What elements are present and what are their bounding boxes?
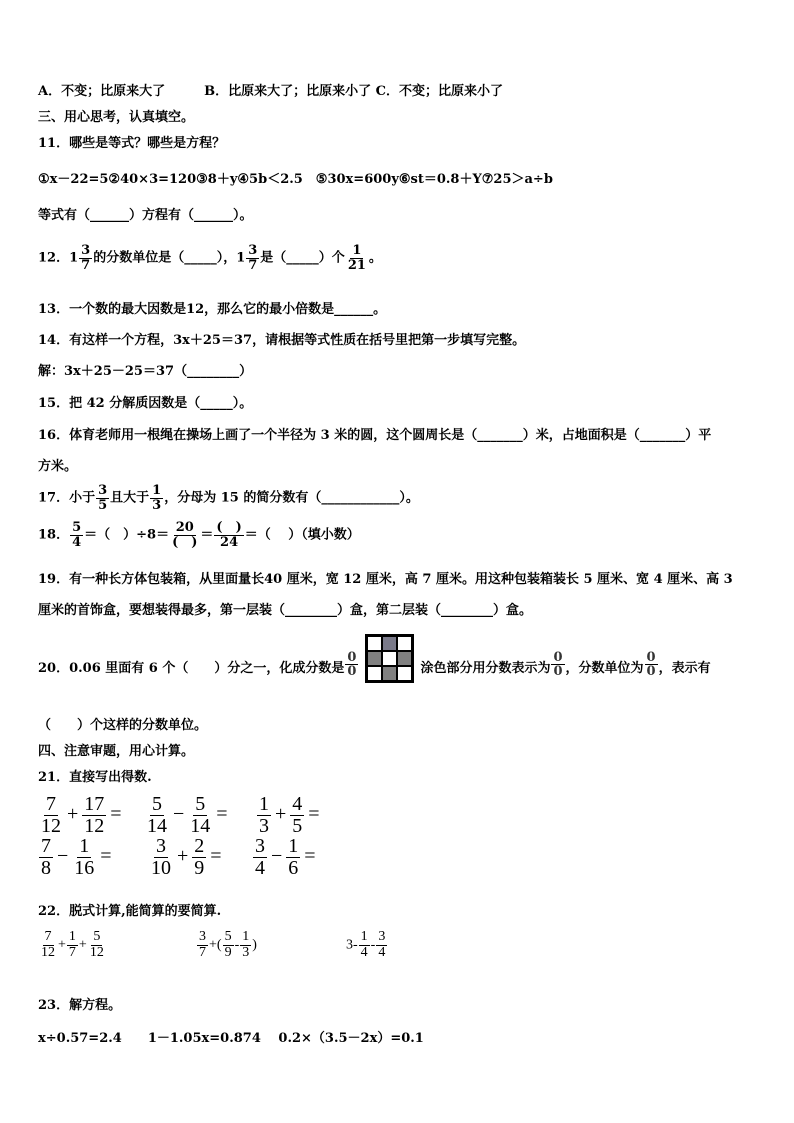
q21-text: 21．直接写出得数.: [38, 770, 152, 785]
q22-expr-3: 3- $\frac{1}{4}$ - $\frac{3}{4}$: [346, 929, 386, 960]
q11-text: 11．哪些是等式？哪些是方程？: [38, 136, 226, 151]
fraction: $\frac{3}{7}$: [248, 243, 258, 273]
fraction: $\frac{3}{5}$: [98, 483, 108, 513]
fraction: $\frac{5}{4}$: [72, 520, 82, 550]
q22-expr-1: $\frac{7}{12}$ + $\frac{1}{7}$ + $\frac{5}{12}$: [41, 929, 104, 960]
q23-equations: x÷0.57=2.4 1－1.05x=0.874 0.2×（3.5－2x）=0.1: [38, 1031, 424, 1046]
q23-text: 23．解方程。: [38, 998, 122, 1013]
q20-text-cont: （ ）个这样的分数单位。: [38, 718, 208, 733]
q22-expr-2: $\frac{3}{7}$ +( $\frac{5}{9}$ - $\frac{1}{3}$ ): [199, 929, 257, 960]
fraction-placeholder: $\frac{0}{0}$: [553, 649, 563, 680]
q12: 12．1 $\frac{3}{7}$ 的分数单位是（_____），1 $\frac{3}{7}$ 是（_____）个 $\frac{1}{21}$ 。: [38, 243, 382, 273]
fraction: $\frac{( )}{24}$: [216, 520, 242, 550]
q21-expr-5: $\frac{3}{10}$ + $\frac{2}{9}$ =: [151, 835, 222, 879]
q13-text: 13．一个数的最大因数是12，那么它的最小倍数是______。: [38, 302, 387, 317]
fraction: $\frac{1}{21}$: [347, 243, 366, 273]
q16-text-cont: 方米。: [38, 459, 78, 474]
q11-items: ①x－22=5②40×3=120③8＋y④5b＜2.5 ⑤30x=600y⑥st＝0.8＋Y⑦25＞a÷b: [38, 172, 553, 187]
q18: 18． $\frac{5}{4}$ ＝（ ）÷8＝ $\frac{20}{( )}$ ＝ $\frac{( )}{24}$ ＝（ ）（填小数）: [38, 520, 360, 550]
fraction-placeholder: $\frac{0}{0}$: [646, 649, 656, 680]
q14-text: 14．有这样一个方程，3x＋25＝37，请根据等式性质在括号里把第一步填写完整。: [38, 333, 526, 348]
q10-options: A．不变；比原来大了 B．比原来大了；比原来小了 C．不变；比原来小了: [38, 84, 503, 99]
fraction-placeholder: $\frac{0}{0}$: [347, 649, 357, 680]
q21-expr-4: $\frac{7}{8}$ − $\frac{1}{16}$ =: [41, 835, 112, 879]
q22-text: 22．脱式计算,能简算的要简算.: [38, 904, 222, 919]
q15-text: 15．把 42 分解质因数是（_____）。: [38, 396, 253, 411]
section-4-heading: 四、注意审题，用心计算。: [38, 744, 195, 759]
q21-expr-2: $\frac{5}{14}$ − $\frac{5}{14}$ =: [147, 793, 228, 837]
q21-expr-1: $\frac{7}{12}$ + $\frac{17}{12}$ =: [41, 793, 122, 837]
q17: 17．小于 $\frac{3}{5}$ 且大于 $\frac{1}{3}$ ，分母为 15 的简分数有（____________）。: [38, 483, 419, 513]
q19-text: 19．有一种长方体包装箱，从里面量长40 厘米，宽 12 厘米，高 7 厘米。用这种包装箱装长 5 厘米、宽 4 厘米、高 3: [38, 572, 733, 587]
fraction: $\frac{1}{3}$: [152, 483, 162, 513]
q11-answer: 等式有（______）方程有（______）。: [38, 208, 253, 223]
fraction: $\frac{20}{( )}$: [172, 520, 198, 550]
q21-expr-3: $\frac{1}{3}$ + $\frac{4}{5}$ =: [259, 793, 320, 837]
q14-solution: 解：3x＋25－25＝37（________）: [38, 364, 253, 379]
q20: 20．0.06 里面有 6 个（ ）分之一，化成分数是 $\frac{0}{0}$ 涂色部分用分数表示为 $\frac{0}{0}$ ，分数单位为 $\frac{0}{0}$ ，表示有: [38, 634, 711, 683]
fraction: $\frac{3}{7}$: [81, 243, 91, 273]
section-3-heading: 三、用心思考，认真填空。: [38, 110, 195, 125]
q21-expr-6: $\frac{3}{4}$ − $\frac{1}{6}$ =: [255, 835, 316, 879]
shaded-grid: [365, 634, 414, 683]
q19-text-cont: 厘米的首饰盒，要想装得最多，第一层装（________）盒，第二层装（________）盒。: [38, 603, 533, 618]
q16-text: 16．体育老师用一根绳在操场上画了一个半径为 3 米的圆，这个圆周长是（_______）米，占地面积是（_______）平: [38, 428, 712, 443]
